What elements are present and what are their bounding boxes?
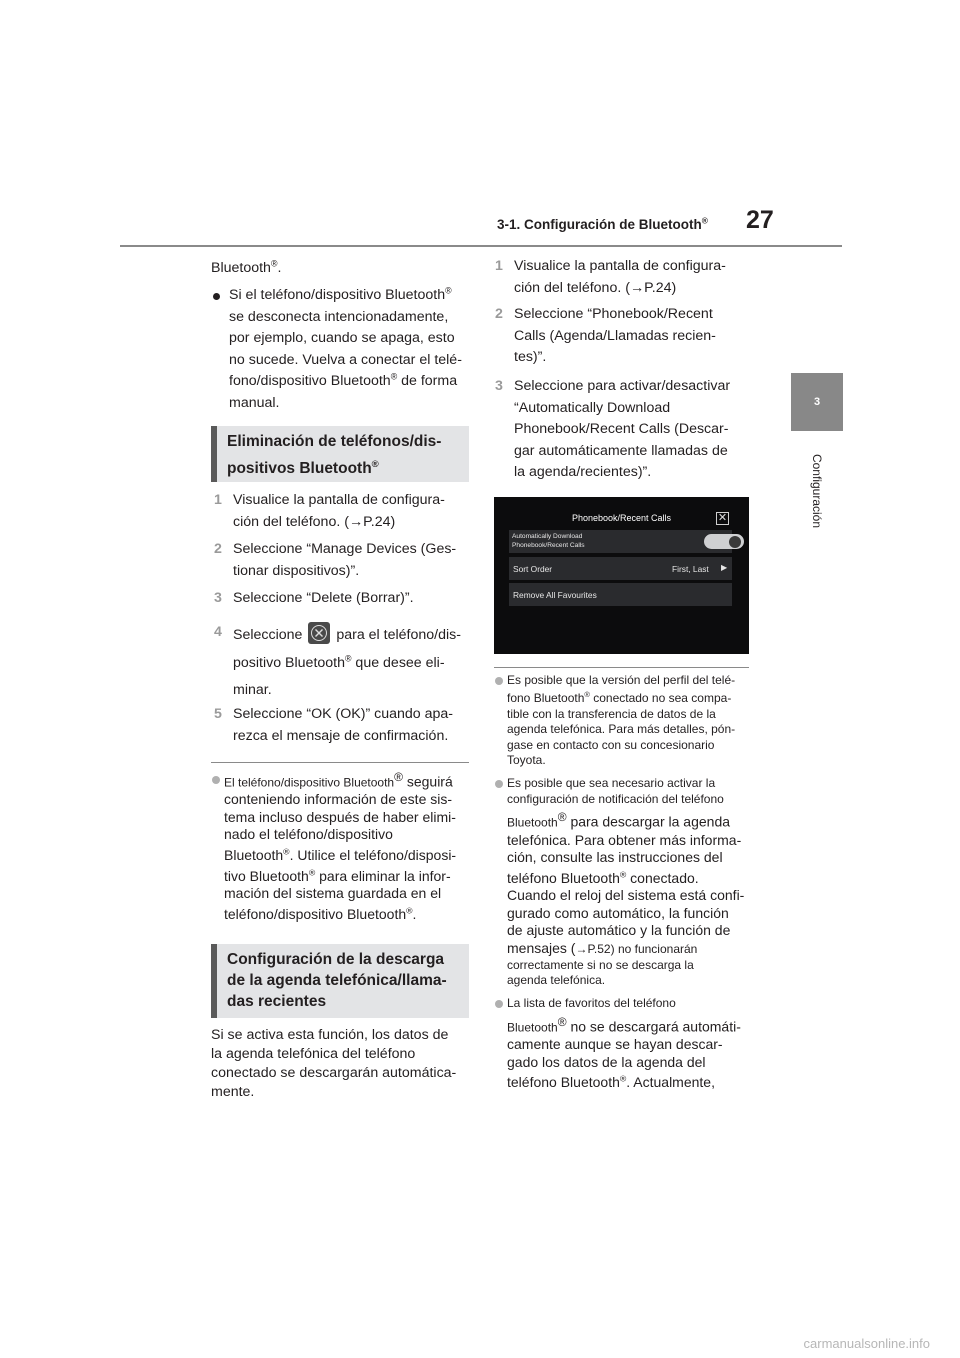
chapter-label: Configuración xyxy=(810,453,824,529)
right-step-1: 1 Visualice la pantalla de configura- ción del teléfono. (→P.24) xyxy=(495,258,726,296)
note-bullet-icon xyxy=(495,677,503,685)
chapter-tab xyxy=(791,373,843,431)
intro-text: Bluetooth®. xyxy=(211,258,282,276)
note-item: Es posible que la versión del perfil del telé- fono Bluetooth® conectado no sea compa- tible con la transferencia de datos de la agenda telefónica. Para más detalles, pón- gase en contacto con su concesionario Toyota. xyxy=(494,673,756,768)
right-notes xyxy=(494,673,756,1092)
auto-download-row[interactable]: Automatically Download Phonebook/Recent Calls xyxy=(509,530,732,553)
right-note-divider xyxy=(494,667,749,668)
section-header: 3-1. Configuración de Bluetooth® xyxy=(497,215,708,232)
right-step-2: 2 Seleccione “Phonebook/Recent Calls (Agenda/Llamadas recien- tes)”. xyxy=(495,306,716,366)
chevron-right-icon: ▶ xyxy=(721,563,728,572)
step-3: 3 Seleccione “Delete (Borrar)”. xyxy=(214,590,414,606)
note-bullet-icon xyxy=(495,1000,503,1008)
bullet-icon xyxy=(213,293,220,300)
step-4: 4 Seleccione para el teléfono/dis- positivo Bluetooth® que desee eli- minar. xyxy=(214,624,461,698)
remove-favourites-row[interactable]: Remove All Favourites xyxy=(509,583,732,606)
header-divider xyxy=(120,245,842,247)
step-1: 1 Visualice la pantalla de configura- ción del teléfono. (→P.24) xyxy=(214,492,445,530)
toggle-knob xyxy=(729,536,741,548)
right-step-3: 3 Seleccione para activar/desactivar “Automatically Download Phonebook/Recent Calls (Descar- gar automáticamente llamadas de la agenda/recientes)”. xyxy=(495,378,731,481)
note-block: El teléfono/dispositivo Bluetooth® seguirá conteniendo información de este sis- tema incluso después de haber elimi- nado el teléfono/dispositivo Bluetooth®. Utilice el teléfono/disposi- tivo Bluetooth® para eliminar la infor- mación del sistema guardada en el teléfono/dispositivo Bluetooth®. xyxy=(211,770,473,923)
download-paragraph: Si se activa esta función, los datos de la agenda telefónica del teléfono conectado se descargarán automática- mente. xyxy=(211,1027,457,1100)
step-5: 5 Seleccione “OK (OK)” cuando apa- rezca el mensaje de confirmación. xyxy=(214,706,454,744)
delete-cross-icon xyxy=(308,622,330,644)
note-bullet-icon xyxy=(212,776,220,784)
note-divider xyxy=(211,762,469,763)
close-icon[interactable]: ✕ xyxy=(717,512,728,524)
screen-title: Phonebook/Recent Calls xyxy=(571,513,672,523)
phonebook-settings-screenshot xyxy=(494,497,749,654)
step-2: 2 Seleccione “Manage Devices (Ges- tionar dispositivos)”. xyxy=(214,541,457,579)
note-item: Es posible que sea necesario activar la configuración de notificación del teléfono Bluetooth® para descargar la agenda telefónica. Para obtener más informa- ción, consulte las instrucciones del teléfono Bluetooth® conectado. Cuando el reloj del sistema está confi- gurado como automático, la función de ajuste automático y la función de mensajes (→P.52) no funcionarán correctamente si no se descarga la agenda telefónica. xyxy=(494,776,756,988)
sort-order-row[interactable]: Sort Order First, Last ▶ xyxy=(509,557,732,580)
auto-download-toggle[interactable] xyxy=(704,534,744,549)
section-heading-delete: Eliminación de teléfonos/dis- positivos Bluetooth® xyxy=(211,426,469,482)
watermark: carmanualsonline.info xyxy=(803,1336,930,1351)
note-item: La lista de favoritos del teléfono Bluetooth® no se descargará automáti- camente aunque se hayan descar- gado los datos de la agenda del teléfono Bluetooth®. Actualmente, xyxy=(494,996,756,1091)
page-number: 27 xyxy=(746,206,774,234)
section-heading-download: Configuración de la descarga de la agenda telefónica/llama- das recientes xyxy=(211,944,469,1018)
chapter-number: 3 xyxy=(813,396,821,408)
bullet-item: Si el teléfono/dispositivo Bluetooth® se desconecta intencionadamente, por ejemplo, cuando se apaga, esto no sucede. Vuelva a conectar el telé- fono/dispositivo Bluetooth® de forma manual. xyxy=(229,285,479,415)
note-bullet-icon xyxy=(495,780,503,788)
